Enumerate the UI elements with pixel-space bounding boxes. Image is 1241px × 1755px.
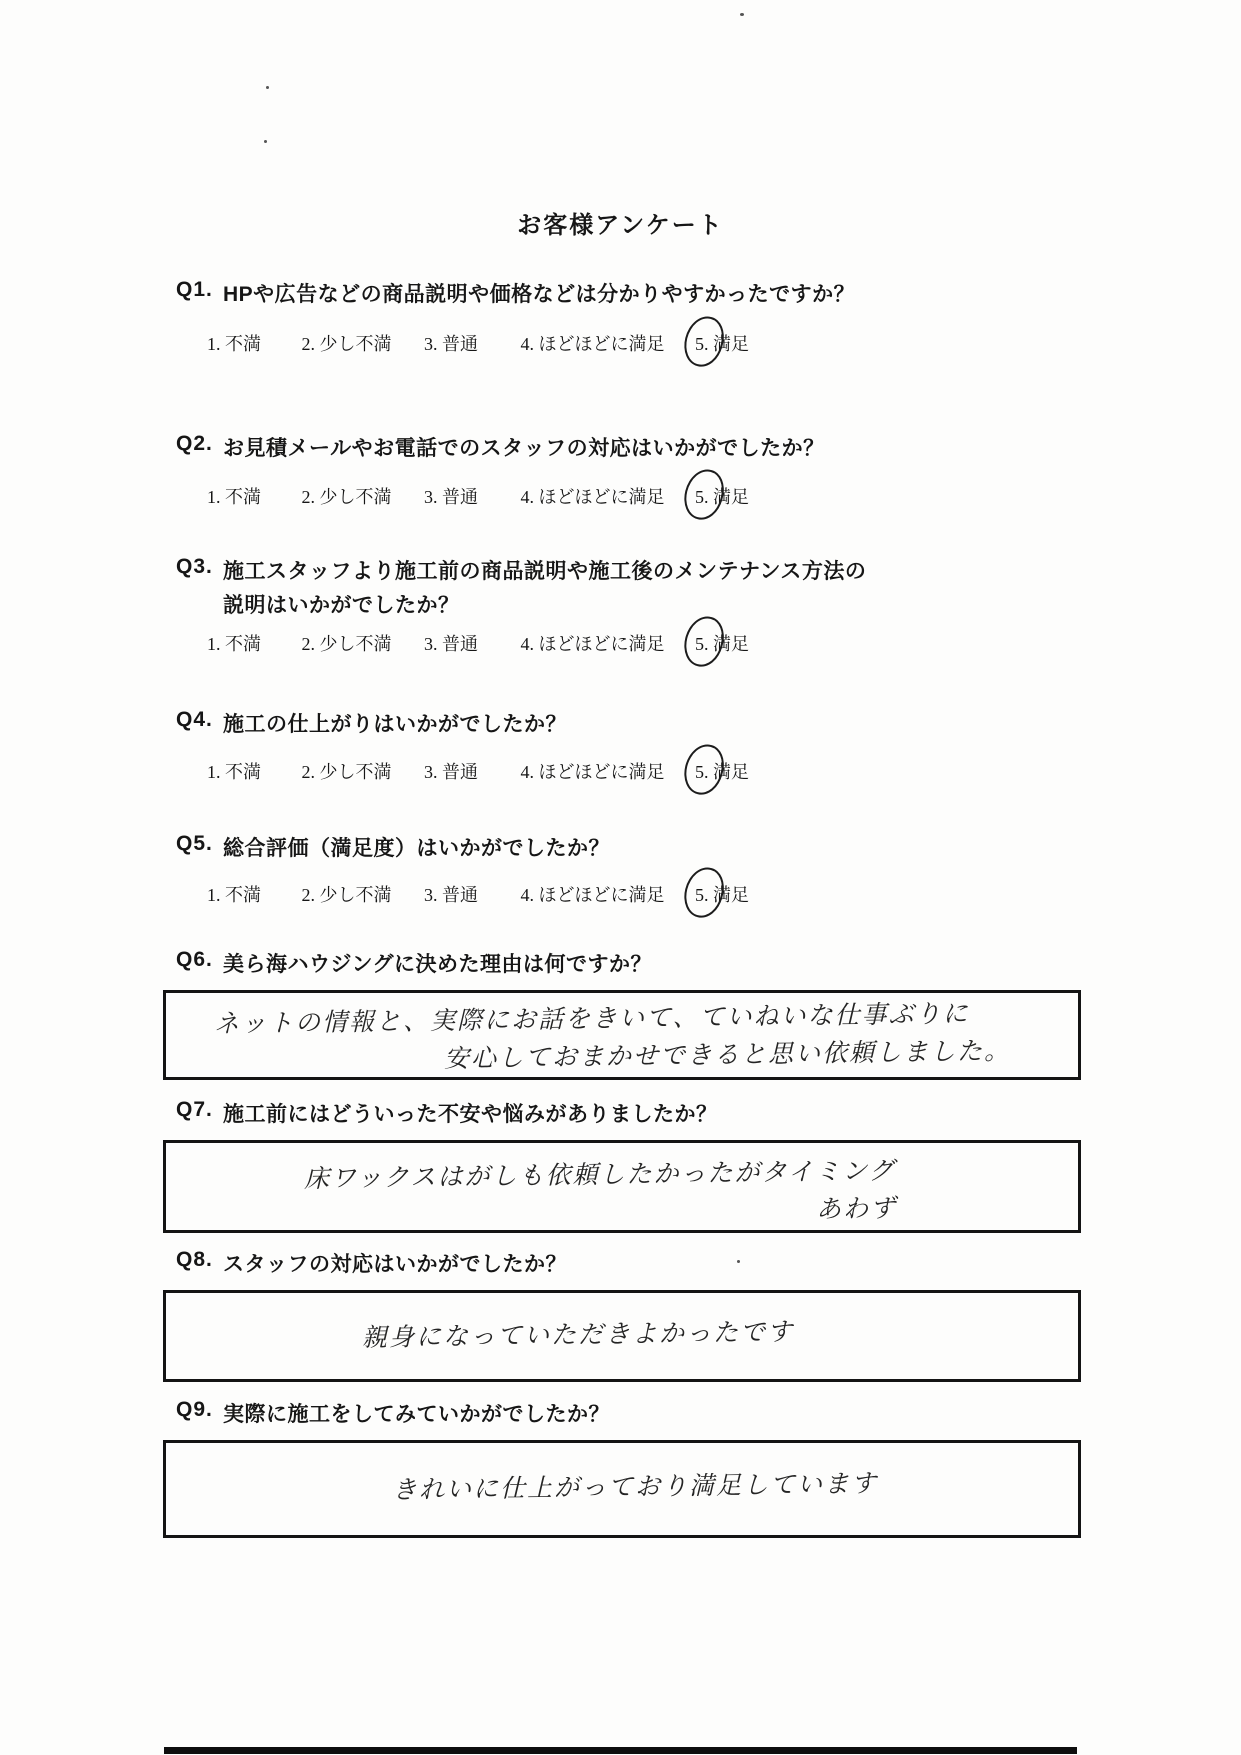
handwritten-answer-line: 安心しておまかせできると思い依頼しました。 <box>443 1036 1012 1073</box>
option-2: 2. 少し不満 <box>301 487 392 507</box>
question-q7 <box>176 1098 718 1132</box>
option-1: 1. 不満 <box>207 634 261 654</box>
page-title: お客様アンケート <box>517 212 724 239</box>
question-text: 施工スタッフより施工前の商品説明や施工後のメンテナンス方法の説明はいかがでしたか？ <box>223 560 867 617</box>
handwritten-answer-line: あわず <box>815 1193 898 1224</box>
q8-answer-box <box>163 1290 1081 1382</box>
handwritten-answer-line: ネットの情報と、実際にお話をきいて、ていねいな仕事ぶりに <box>213 998 970 1039</box>
option-3: 3. 普通 <box>424 334 478 354</box>
scan-speck <box>264 140 267 143</box>
option-2: 2. 少し不満 <box>301 634 392 654</box>
option-4: 4. ほどほどに満足 <box>520 885 665 905</box>
option-1: 1. 不満 <box>207 487 261 507</box>
option-5: 5. 満足 <box>695 634 749 654</box>
question-text: 施工の仕上がりはいかがでしたか？ <box>223 713 567 736</box>
question-number: Q7. <box>176 1098 213 1121</box>
option-4: 4. ほどほどに満足 <box>520 634 665 654</box>
option-5-selected <box>695 881 749 907</box>
q9-answer-box <box>163 1440 1081 1538</box>
option-5: 5. 満足 <box>695 885 749 905</box>
question-number: Q2. <box>176 432 213 455</box>
option-4: 4. ほどほどに満足 <box>520 334 665 354</box>
q1-options-row <box>207 330 749 356</box>
q5-options-row <box>207 881 749 907</box>
option-3: 3. 普通 <box>424 762 478 782</box>
q7-answer-box <box>163 1140 1081 1233</box>
handwritten-answer-line: 床ワックスはがしも依頼したかったがタイミング <box>303 1155 896 1194</box>
option-5: 5. 満足 <box>695 762 749 782</box>
question-number: Q6. <box>176 948 213 971</box>
option-1: 1. 不満 <box>207 762 261 782</box>
option-5: 5. 満足 <box>695 487 749 507</box>
question-text: 総合評価（満足度）はいかがでしたか？ <box>223 837 610 860</box>
option-5: 5. 満足 <box>695 334 749 354</box>
option-5-selected <box>695 758 749 784</box>
question-text: 実際に施工をしてみていかがでしたか？ <box>223 1403 610 1426</box>
handwritten-answer-line: きれいに仕上がっており満足しています <box>391 1468 879 1505</box>
question-text: スタッフの対応はいかがでしたか？ <box>223 1253 567 1276</box>
question-number: Q5. <box>176 832 213 855</box>
option-3: 3. 普通 <box>424 487 478 507</box>
question-q8 <box>176 1248 567 1282</box>
option-4: 4. ほどほどに満足 <box>520 487 665 507</box>
question-q4 <box>176 708 567 742</box>
question-text: HPや広告などの商品説明や価格などは分かりやすかったですか？ <box>223 283 856 306</box>
handwritten-answer-line: 親身になっていただきよかったです <box>361 1316 795 1353</box>
question-q2 <box>176 432 825 466</box>
scan-speck <box>266 86 269 89</box>
question-number: Q9. <box>176 1398 213 1421</box>
option-2: 2. 少し不満 <box>301 334 392 354</box>
question-text: 施工前にはどういった不安や悩みがありましたか？ <box>223 1103 718 1126</box>
scan-speck <box>737 1260 740 1263</box>
option-1: 1. 不満 <box>207 334 261 354</box>
question-q3 <box>176 555 871 622</box>
question-q1 <box>176 278 855 312</box>
question-text: 美ら海ハウジングに決めた理由は何ですか？ <box>223 953 653 976</box>
q2-options-row <box>207 483 749 509</box>
question-number: Q8. <box>176 1248 213 1271</box>
question-number: Q4. <box>176 708 213 731</box>
question-text: お見積メールやお電話でのスタッフの対応はいかがでしたか？ <box>223 437 825 460</box>
option-5-selected <box>695 330 749 356</box>
option-2: 2. 少し不満 <box>301 885 392 905</box>
option-3: 3. 普通 <box>424 885 478 905</box>
option-5-selected <box>695 630 749 656</box>
q3-options-row <box>207 630 749 656</box>
option-4: 4. ほどほどに満足 <box>520 762 665 782</box>
cutoff-box-edge <box>164 1747 1077 1754</box>
question-number: Q1. <box>176 278 213 301</box>
option-2: 2. 少し不満 <box>301 762 392 782</box>
option-1: 1. 不満 <box>207 885 261 905</box>
q6-answer-box <box>163 990 1081 1080</box>
question-q9 <box>176 1398 610 1432</box>
q4-options-row <box>207 758 749 784</box>
question-q6 <box>176 948 652 982</box>
option-3: 3. 普通 <box>424 634 478 654</box>
scan-speck <box>740 13 744 16</box>
question-q5 <box>176 832 610 866</box>
question-number: Q3. <box>176 555 213 578</box>
option-5-selected <box>695 483 749 509</box>
